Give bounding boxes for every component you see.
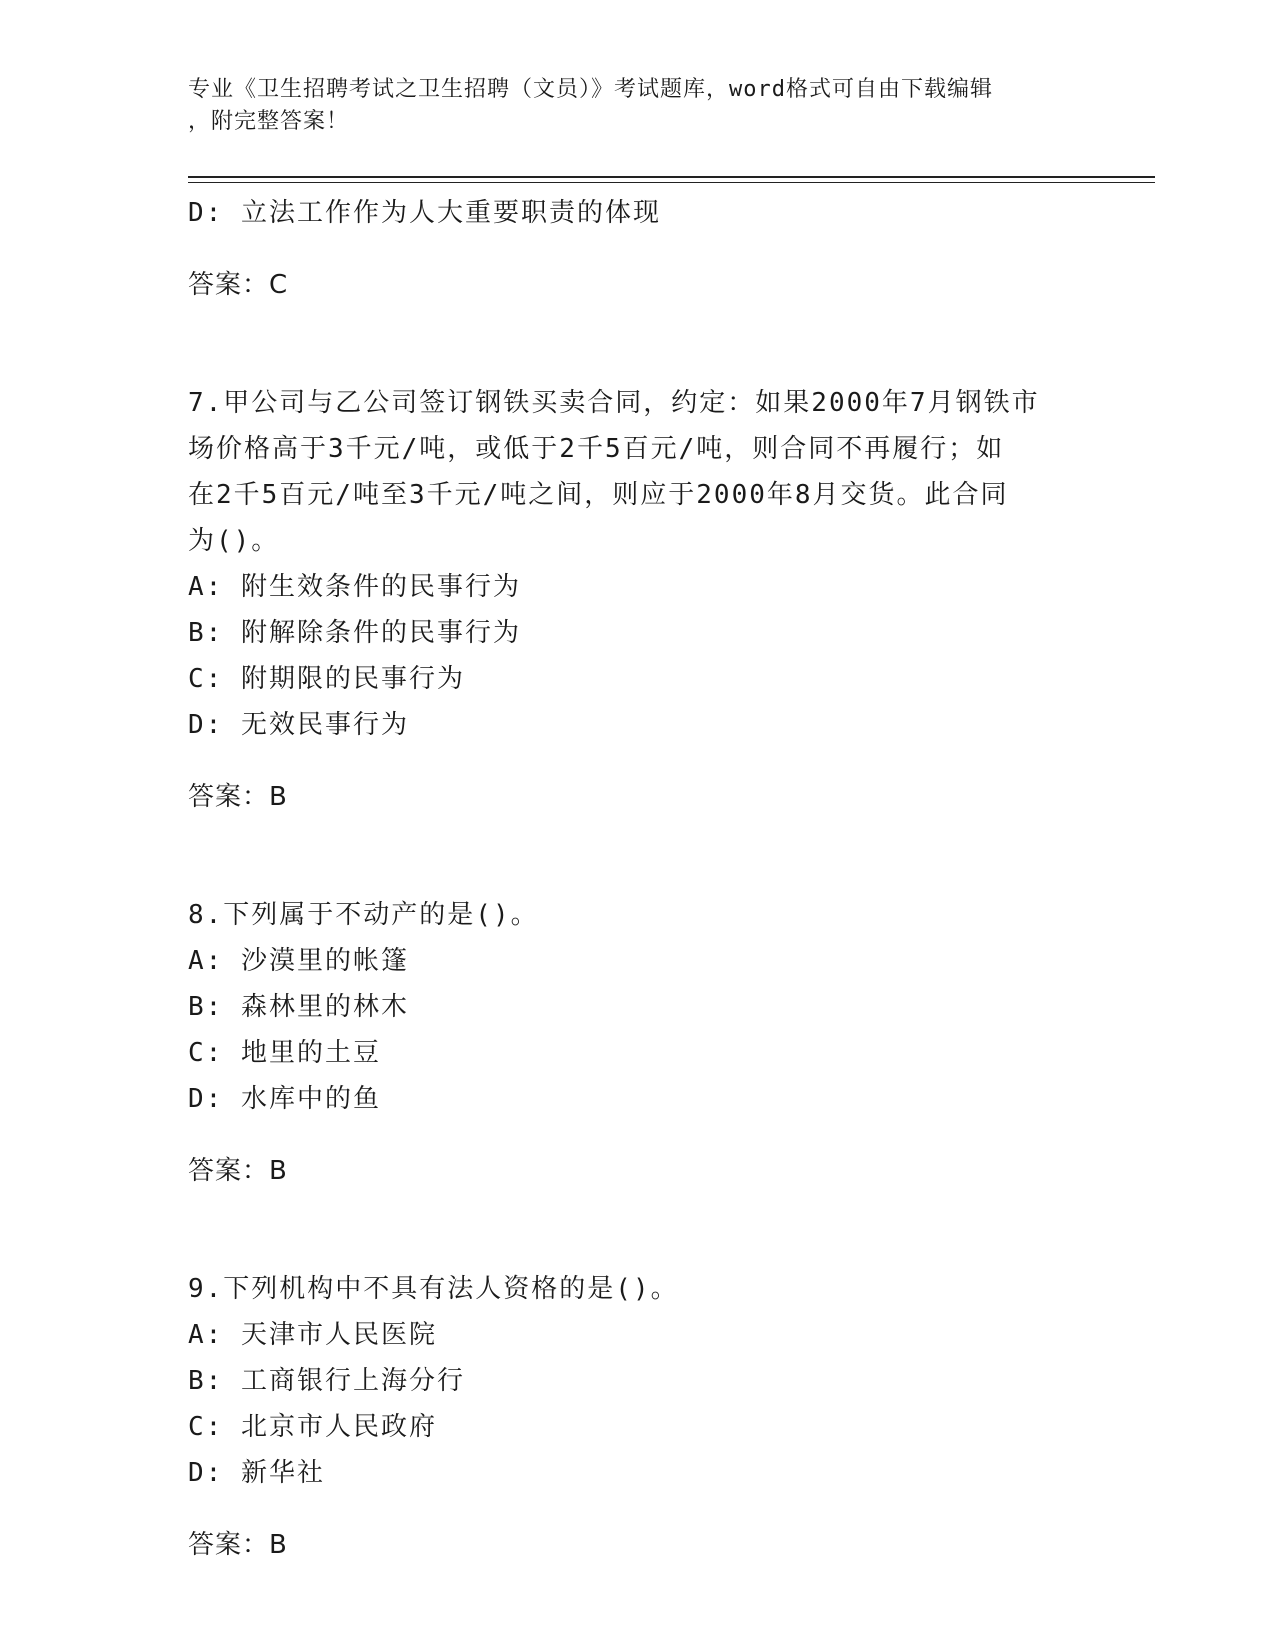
question-stem: 为()。 — [188, 526, 280, 556]
spacer — [188, 1220, 1088, 1266]
spacer — [188, 334, 1088, 380]
answer-line: 答案：B — [188, 1530, 288, 1560]
header-divider-thin — [188, 182, 1155, 183]
option-d: D: 无效民事行为 — [188, 710, 409, 740]
option-d: D: 水库中的鱼 — [188, 1084, 381, 1114]
question-stem: 场价格高于3千元/吨，或低于2千5百元/吨，则合同不再履行；如 — [188, 434, 1005, 464]
answer-line: 答案：B — [188, 1156, 288, 1186]
question-stem: 8.下列属于不动产的是()。 — [188, 900, 539, 930]
question-block-9 — [188, 1266, 1088, 1568]
header-divider — [188, 176, 1155, 178]
option-b: B: 工商银行上海分行 — [188, 1366, 465, 1396]
spacer — [188, 846, 1088, 892]
question-content — [188, 190, 1088, 1594]
option-a: A: 天津市人民医院 — [188, 1320, 437, 1350]
option-b: B: 附解除条件的民事行为 — [188, 618, 521, 648]
option-a: A: 附生效条件的民事行为 — [188, 572, 521, 602]
question-stem: 7.甲公司与乙公司签订钢铁买卖合同，约定：如果2000年7月钢铁市 — [188, 388, 1040, 418]
option-c: C: 北京市人民政府 — [188, 1412, 437, 1442]
header-line-2: ，附完整答案！ — [188, 109, 350, 134]
question-block-8 — [188, 892, 1088, 1194]
option-a: A: 沙漠里的帐篷 — [188, 946, 409, 976]
question-stem: 9.下列机构中不具有法人资格的是()。 — [188, 1274, 679, 1304]
question-stem: 在2千5百元/吨至3千元/吨之间，则应于2000年8月交货。此合同 — [188, 480, 1009, 510]
option-c: C: 附期限的民事行为 — [188, 664, 465, 694]
option-c: C: 地里的土豆 — [188, 1038, 381, 1068]
answer-line: 答案：B — [188, 782, 288, 812]
option-d: D: 新华社 — [188, 1458, 325, 1488]
option-b: B: 森林里的林木 — [188, 992, 409, 1022]
option-d: D: 立法工作作为人大重要职责的体现 — [188, 198, 661, 228]
document-header — [188, 74, 1088, 138]
answer-line: 答案：C — [188, 270, 289, 300]
header-line-1: 专业《卫生招聘考试之卫生招聘（文员）》考试题库，word格式可自由下载编辑 — [188, 77, 993, 102]
question-block-7 — [188, 380, 1088, 820]
